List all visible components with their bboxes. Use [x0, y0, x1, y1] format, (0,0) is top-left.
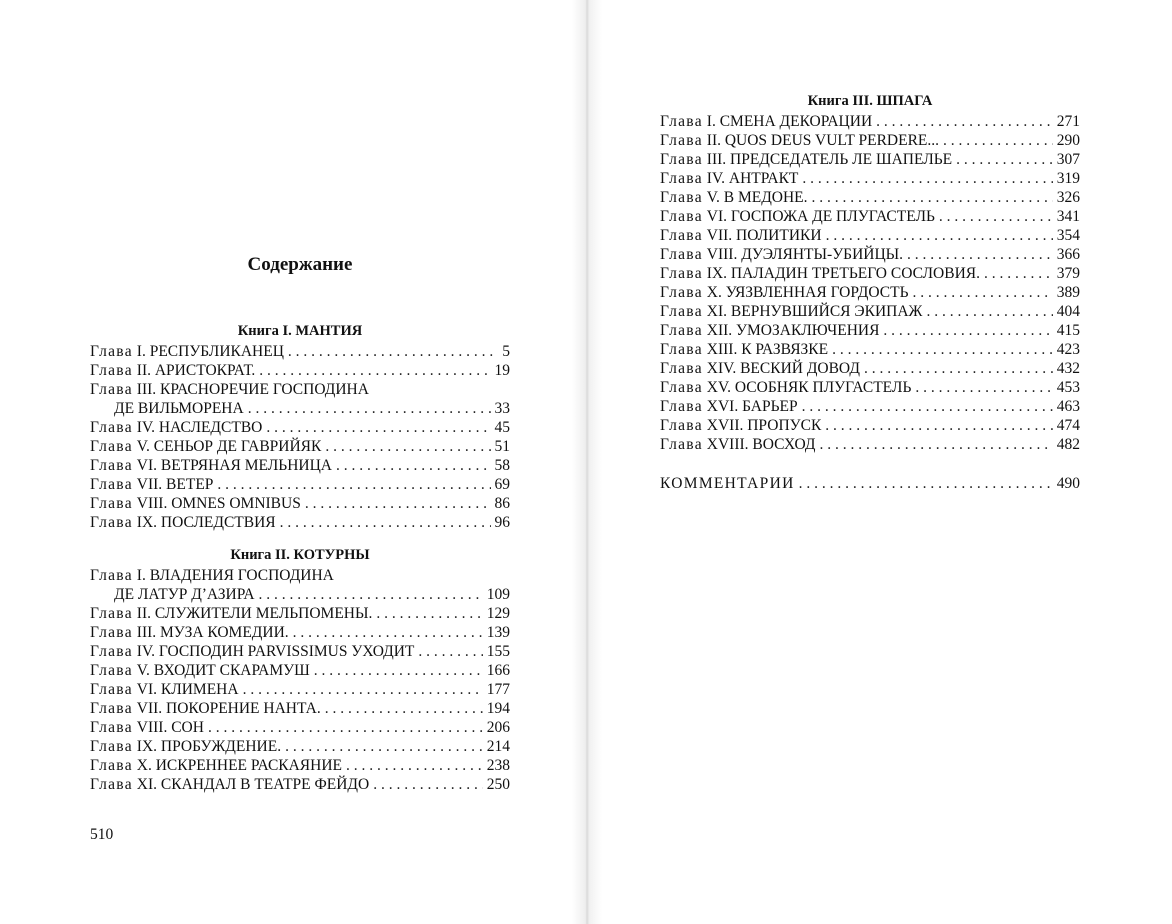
dot-leader	[802, 397, 1053, 416]
chapter-page-number: 482	[1056, 436, 1080, 453]
chapter-page-number: 58	[494, 457, 510, 474]
chapter-label: Глава	[90, 495, 133, 512]
chapter-title: V. В МЕДОНЕ.	[706, 189, 808, 206]
toc-entry	[90, 642, 510, 661]
chapter-title: XV. ОСОБНЯК ПЛУГАСТЕЛЬ	[706, 379, 912, 396]
dot-leader	[802, 169, 1052, 188]
chapter-page-number: 341	[1056, 208, 1080, 225]
left-toc	[90, 320, 510, 794]
dot-leader	[376, 604, 482, 623]
chapter-page-number: 404	[1056, 303, 1080, 320]
dot-leader	[285, 737, 483, 756]
toc-entry	[90, 437, 510, 456]
dot-leader	[826, 226, 1053, 245]
chapter-title: V. ВХОДИТ СКАРАМУШ	[136, 662, 310, 679]
toc-entry	[660, 264, 1080, 283]
dot-leader	[248, 399, 491, 418]
dot-leader	[259, 585, 483, 604]
chapter-page-number: 33	[494, 400, 510, 417]
chapter-page-number: 415	[1056, 322, 1080, 339]
chapter-title: III. МУЗА КОМЕДИИ.	[136, 624, 289, 641]
chapter-title: XIII. К РАЗВЯЗКЕ	[706, 341, 829, 358]
toc-entry	[90, 380, 510, 399]
toc-entry	[90, 623, 510, 642]
dot-leader	[418, 642, 482, 661]
toc-entry	[660, 150, 1080, 169]
chapter-label: Глава	[90, 643, 133, 660]
dot-leader	[926, 302, 1052, 321]
chapter-title: VII. ПОКОРЕНИЕ НАНТА.	[136, 700, 321, 717]
chapter-title: IX. ПАЛАДИН ТРЕТЬЕГО СОСЛОВИЯ.	[706, 265, 980, 282]
chapter-page-number: 366	[1056, 246, 1080, 263]
dot-leader	[939, 207, 1053, 226]
comments-page-number: 490	[1056, 475, 1080, 492]
chapter-label: Глава	[90, 343, 133, 360]
dot-leader	[799, 474, 1053, 493]
chapter-title: X. УЯЗВЛЕННАЯ ГОРДОСТЬ	[706, 284, 909, 301]
chapter-title: XI. СКАНДАЛ В ТЕАТРЕ ФЕЙДО	[136, 776, 370, 793]
toc-entry	[660, 435, 1080, 454]
chapter-label: Глава	[90, 381, 133, 398]
chapter-title: VII. ПОЛИТИКИ	[706, 227, 822, 244]
chapter-title: III. ПРЕДСЕДАТЕЛЬ ЛЕ ШАПЕЛЬЕ	[706, 151, 953, 168]
toc-entry	[660, 188, 1080, 207]
toc-entry	[660, 302, 1080, 321]
chapter-title: VI. КЛИМЕНА	[136, 681, 239, 698]
chapter-title: X. ИСКРЕННЕЕ РАСКАЯНИЕ	[136, 757, 343, 774]
toc-entry	[660, 378, 1080, 397]
chapter-page-number: 129	[486, 605, 510, 622]
chapter-label: Глава	[660, 341, 703, 358]
dot-leader	[325, 437, 490, 456]
chapter-title: VIII. СОН	[136, 719, 204, 736]
chapter-label: Глава	[90, 457, 133, 474]
chapter-page-number: 206	[486, 719, 510, 736]
toc-entry	[660, 397, 1080, 416]
chapter-page-number: 109	[486, 586, 510, 603]
chapter-label: Глава	[90, 776, 133, 793]
chapter-label: Глава	[660, 284, 703, 301]
chapter-page-number: 238	[486, 757, 510, 774]
chapter-title: II. QUOS DEUS VULT PERDERE...	[706, 132, 940, 149]
chapter-label: Глава	[660, 170, 703, 187]
chapter-title: XIV. ВЕСКИЙ ДОВОД	[706, 360, 860, 377]
right-page	[586, 0, 1172, 924]
toc-entry	[660, 283, 1080, 302]
toc-entry	[90, 494, 510, 513]
toc-entry	[660, 112, 1080, 131]
toc-entry	[90, 361, 510, 380]
chapter-page-number: 5	[502, 343, 510, 360]
chapter-title: I. СМЕНА ДЕКОРАЦИИ	[706, 113, 873, 130]
book-heading: Книга III. ШПАГА	[807, 93, 933, 109]
toc-entry	[660, 169, 1080, 188]
chapter-title: IV. НАСЛЕДСТВО	[136, 419, 263, 436]
toc-entry	[90, 604, 510, 623]
chapter-label: Глава	[660, 151, 703, 168]
dot-leader	[346, 756, 483, 775]
dot-leader	[243, 680, 483, 699]
chapter-page-number: 307	[1056, 151, 1080, 168]
chapter-title: XII. УМОЗАКЛЮЧЕНИЯ	[706, 322, 880, 339]
chapter-page-number: 271	[1056, 113, 1080, 130]
chapter-page-number: 155	[486, 643, 510, 660]
chapter-label: Глава	[660, 246, 703, 263]
dot-leader	[912, 283, 1052, 302]
chapter-label: Глава	[660, 113, 703, 130]
chapter-label: Глава	[660, 265, 703, 282]
dot-leader	[864, 359, 1053, 378]
chapter-title: IX. ПРОБУЖДЕНИЕ.	[136, 738, 282, 755]
chapter-title: I. РЕСПУБЛИКАНЕЦ	[136, 343, 284, 360]
toc-entry	[90, 566, 510, 585]
chapter-page-number: 214	[486, 738, 510, 755]
chapter-label: Глава	[90, 438, 133, 455]
chapter-label: Глава	[90, 514, 133, 531]
dot-leader	[314, 661, 483, 680]
chapter-label: Глава	[660, 322, 703, 339]
toc-entry	[90, 342, 510, 361]
chapter-page-number: 319	[1056, 170, 1080, 187]
chapter-page-number: 96	[494, 514, 510, 531]
chapter-title: VI. ВЕТРЯНАЯ МЕЛЬНИЦА	[136, 457, 332, 474]
toc-entry	[90, 775, 510, 794]
toc-entry	[90, 661, 510, 680]
dot-leader	[915, 378, 1052, 397]
right-toc	[660, 90, 1080, 493]
dot-leader	[943, 131, 1053, 150]
toc-entry	[90, 418, 510, 437]
chapter-label: Глава	[90, 738, 133, 755]
chapter-title-continuation: ДЕ ВИЛЬМОРЕНА	[114, 400, 244, 417]
chapter-title: IV. ГОСПОДИН PARVISSIMUS УХОДИТ	[136, 643, 415, 660]
toc-entry	[660, 416, 1080, 435]
chapter-title: XVI. БАРЬЕР	[706, 398, 798, 415]
chapter-page-number: 474	[1056, 417, 1080, 434]
book-heading: Книга II. КОТУРНЫ	[230, 547, 370, 563]
chapter-label: Глава	[90, 662, 133, 679]
toc-entry	[90, 737, 510, 756]
chapter-label: Глава	[90, 624, 133, 641]
chapter-label: Глава	[660, 379, 703, 396]
chapter-page-number: 194	[486, 700, 510, 717]
chapter-title: XI. ВЕРНУВШИЙСЯ ЭКИПАЖ	[706, 303, 923, 320]
toc-entry	[90, 456, 510, 475]
book-heading: Книга I. МАНТИЯ	[237, 323, 363, 339]
toc-entry-continuation	[90, 399, 510, 418]
chapter-page-number: 290	[1056, 132, 1080, 149]
dot-leader	[280, 513, 491, 532]
chapter-label: Глава	[660, 189, 703, 206]
chapter-label: Глава	[90, 757, 133, 774]
dot-leader	[266, 418, 490, 437]
page-number: 510	[90, 826, 114, 843]
chapter-title: III. КРАСНОРЕЧИЕ ГОСПОДИНА	[136, 381, 369, 398]
chapter-page-number: 423	[1056, 341, 1080, 358]
chapter-label: Глава	[90, 476, 133, 493]
toc-entry	[90, 718, 510, 737]
dot-leader	[907, 245, 1053, 264]
chapter-label: Глава	[90, 567, 133, 584]
chapter-page-number: 19	[494, 362, 510, 379]
chapter-label: Глава	[90, 419, 133, 436]
chapter-label: Глава	[660, 417, 703, 434]
toc-entry	[90, 756, 510, 775]
chapter-page-number: 86	[494, 495, 510, 512]
dot-leader	[956, 150, 1053, 169]
toc-entry	[660, 226, 1080, 245]
chapter-label: Глава	[660, 436, 703, 453]
dot-leader	[288, 342, 498, 361]
dot-leader	[984, 264, 1053, 283]
dot-leader	[812, 188, 1053, 207]
toc-entry	[660, 359, 1080, 378]
dot-leader	[259, 361, 490, 380]
chapter-title: VII. ВЕТЕР	[136, 476, 214, 493]
chapter-title: V. СЕНЬОР ДЕ ГАВРИЙЯК	[136, 438, 322, 455]
comments-title: КОММЕНТАРИИ	[660, 475, 795, 492]
dot-leader	[325, 699, 483, 718]
chapter-title: XVIII. ВОСХОД	[706, 436, 816, 453]
toc-entry	[90, 680, 510, 699]
chapter-title: VI. ГОСПОЖА ДЕ ПЛУГАСТЕЛЬ	[706, 208, 935, 225]
chapter-page-number: 69	[494, 476, 510, 493]
chapter-page-number: 432	[1056, 360, 1080, 377]
chapter-page-number: 326	[1056, 189, 1080, 206]
toc-entry	[660, 131, 1080, 150]
chapter-label: Глава	[90, 719, 133, 736]
chapter-label: Глава	[660, 303, 703, 320]
chapter-page-number: 166	[486, 662, 510, 679]
chapter-title: IV. АНТРАКТ	[706, 170, 799, 187]
chapter-title: I. ВЛАДЕНИЯ ГОСПОДИНА	[136, 567, 334, 584]
chapter-label: Глава	[660, 132, 703, 149]
chapter-title: VIII. ДУЭЛЯНТЫ-УБИЙЦЫ.	[706, 246, 904, 263]
dot-leader	[293, 623, 483, 642]
dot-leader	[373, 775, 483, 794]
dot-leader	[336, 456, 491, 475]
chapter-page-number: 51	[494, 438, 510, 455]
toc-entry-continuation	[90, 585, 510, 604]
chapter-page-number: 379	[1056, 265, 1080, 282]
chapter-title: II. СЛУЖИТЕЛИ МЕЛЬПОМЕНЫ.	[136, 605, 373, 622]
chapter-label: Глава	[660, 360, 703, 377]
dot-leader	[305, 494, 491, 513]
chapter-title: II. АРИСТОКРАТ.	[136, 362, 256, 379]
dot-leader	[883, 321, 1052, 340]
book-spacer	[90, 532, 510, 544]
chapter-label: Глава	[660, 398, 703, 415]
toc-title: Содержание	[247, 254, 353, 275]
chapter-label: Глава	[660, 208, 703, 225]
toc-entry	[90, 475, 510, 494]
toc-entry	[90, 699, 510, 718]
chapter-page-number: 463	[1056, 398, 1080, 415]
toc-entry	[660, 340, 1080, 359]
dot-leader	[208, 718, 483, 737]
chapter-label: Глава	[90, 681, 133, 698]
dot-leader	[876, 112, 1053, 131]
toc-entry	[660, 207, 1080, 226]
chapter-page-number: 139	[486, 624, 510, 641]
toc-entry	[660, 245, 1080, 264]
chapter-page-number: 453	[1056, 379, 1080, 396]
chapter-page-number: 250	[486, 776, 510, 793]
chapter-label: Глава	[90, 605, 133, 622]
chapter-page-number: 389	[1056, 284, 1080, 301]
chapter-page-number: 177	[486, 681, 510, 698]
dot-leader	[819, 435, 1052, 454]
dot-leader	[217, 475, 490, 494]
chapter-title-continuation: ДЕ ЛАТУР Д’АЗИРА	[114, 586, 255, 603]
chapter-title: IX. ПОСЛЕДСТВИЯ	[136, 514, 276, 531]
chapter-title: VIII. OMNES OMNIBUS	[136, 495, 301, 512]
dot-leader	[832, 340, 1053, 359]
dot-leader	[825, 416, 1052, 435]
toc-entry-comments	[660, 474, 1080, 493]
toc-entry	[660, 321, 1080, 340]
toc-entry	[90, 513, 510, 532]
chapter-label: Глава	[90, 700, 133, 717]
chapter-label: Глава	[660, 227, 703, 244]
chapter-page-number: 45	[494, 419, 510, 436]
chapter-label: Глава	[90, 362, 133, 379]
chapter-title: XVII. ПРОПУСК	[706, 417, 822, 434]
chapter-page-number: 354	[1056, 227, 1080, 244]
